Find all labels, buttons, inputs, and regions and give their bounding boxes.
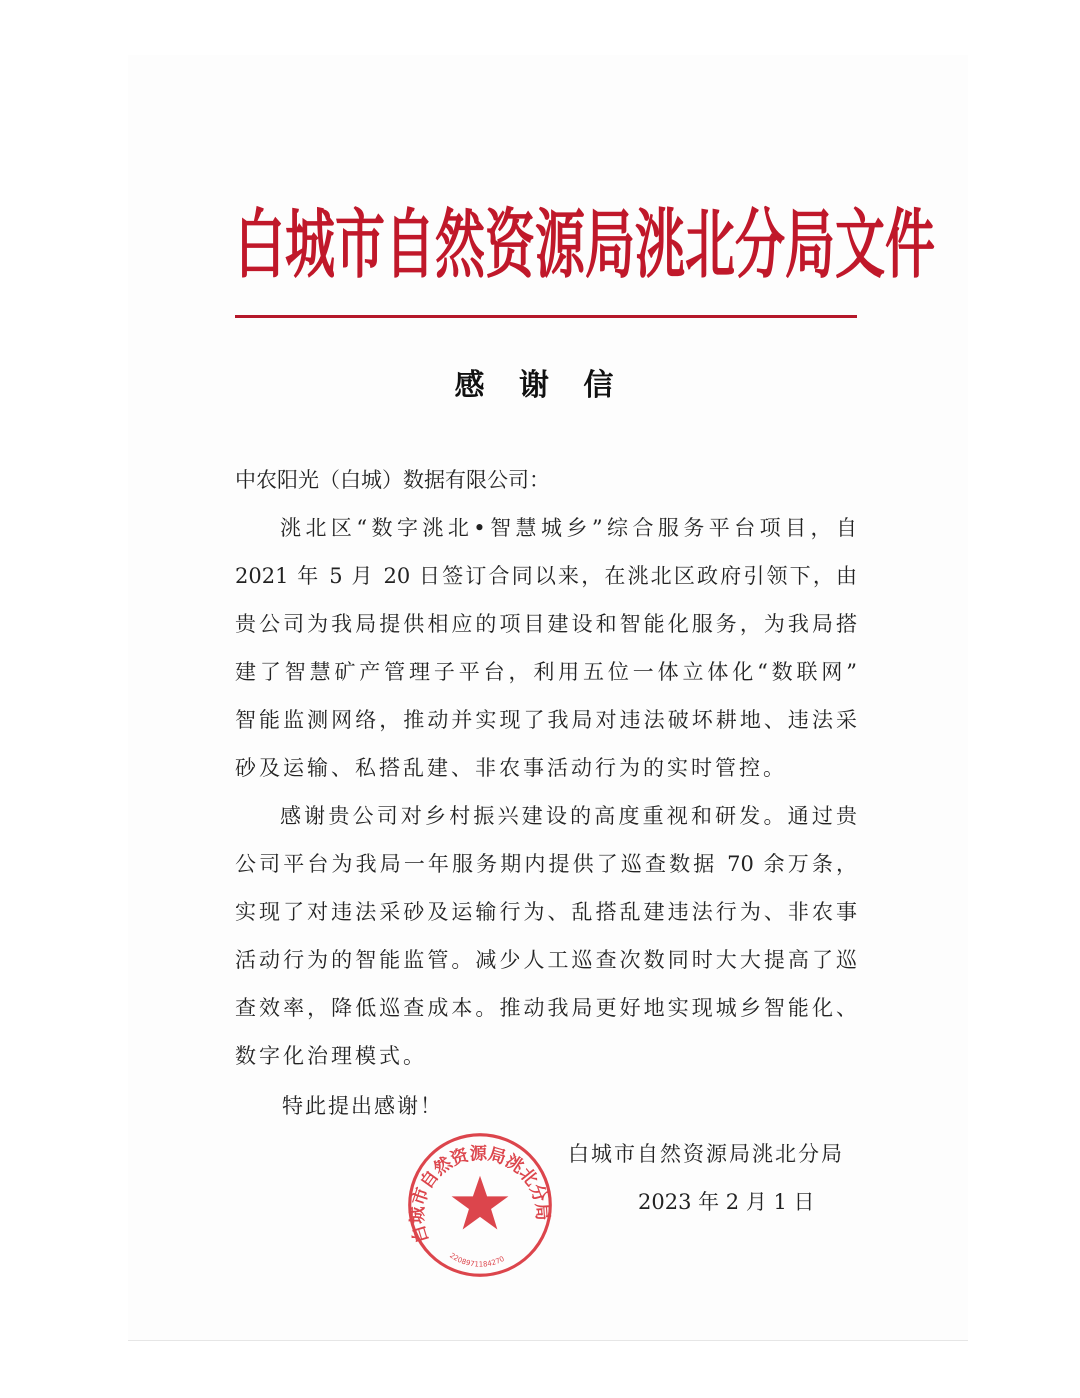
- body-line: 砂及运输、私搭乱建、非农事活动行为的实时管控。: [235, 756, 787, 780]
- body-line: 洮北区“数字洮北•智慧城乡”综合服务平台项目，自: [280, 516, 857, 540]
- body-line: 智能监测网络，推动并实现了我局对违法破坏耕地、违法采: [235, 708, 857, 732]
- body-line: 公司平台为我局一年服务期内提供了巡查数据 70 余万条，: [235, 852, 857, 876]
- closing: 特此提出感谢！: [282, 1094, 443, 1118]
- header-divider: [235, 315, 857, 318]
- body-line: 查效率，降低巡查成本。推动我局更好地实现城乡智能化、: [235, 996, 857, 1020]
- body-line: 建了智慧矿产管理子平台，利用五位一体立体化“数联网”: [235, 660, 857, 684]
- letter-title: 感 谢 信: [454, 368, 626, 403]
- body-line: 2021 年 5 月 20 日签订合同以来，在洮北区政府引领下，由: [235, 564, 857, 588]
- seal-text: 白城市自然资源局洮北分局: [408, 1144, 553, 1246]
- document-header: 白城市自然资源局洮北分局文件: [235, 201, 935, 289]
- svg-text:2208971184270: [448, 1251, 506, 1269]
- official-seal: [405, 1130, 555, 1280]
- signature: 白城市自然资源局洮北分局: [568, 1142, 844, 1166]
- body-line: 感谢贵公司对乡村振兴建设的高度重视和研发。通过贵: [280, 804, 857, 828]
- star-icon: [452, 1176, 509, 1230]
- body-line: 活动行为的智能监管。减少人工巡查次数同时大大提高了巡: [235, 948, 857, 972]
- date: 2023 年 2 月 1 日: [638, 1190, 815, 1214]
- body-line: 贵公司为我局提供相应的项目建设和智能化服务，为我局搭: [235, 612, 857, 636]
- body-line: 实现了对违法采砂及运输行为、乱搭乱建违法行为、非农事: [235, 900, 857, 924]
- body-line: 数字化治理模式。: [235, 1044, 427, 1068]
- salutation: 中农阳光（白城）数据有限公司：: [235, 468, 550, 492]
- seal-number: 2208971184270: [448, 1250, 506, 1269]
